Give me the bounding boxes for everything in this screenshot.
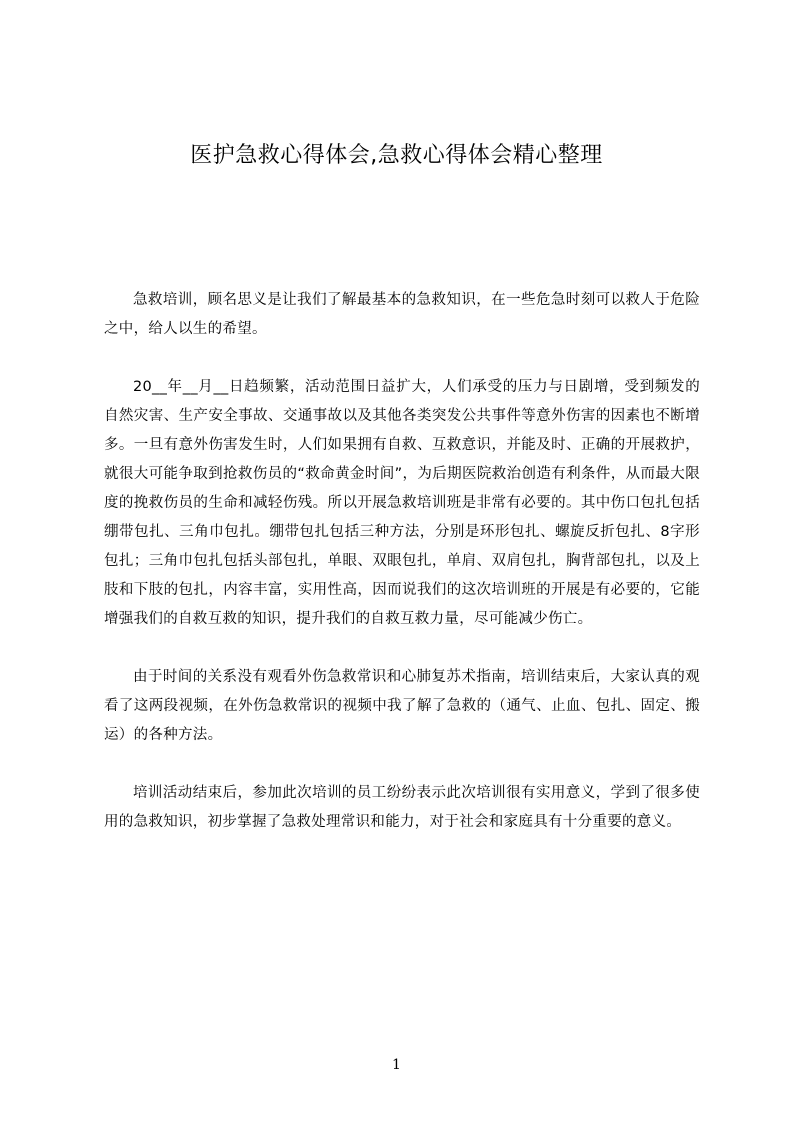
paragraph-4: 培训活动结束后，参加此次培训的员工纷纷表示此次培训很有实用意义，学到了很多使用的急救知识，初步掌握了急救处理常识和能力，对于社会和家庭具有十分重要的意义。 — [104, 785, 700, 830]
document-body — [104, 286, 700, 866]
document-title: 医护急救心得体会,急救心得体会精心整理 — [190, 143, 603, 168]
page-number: 1 — [392, 1057, 401, 1073]
paragraph-1: 急救培训，顾名思义是让我们了解最基本的急救知识，在一些危急时刻可以救人于危险之中，给人以生的希望。 — [104, 292, 700, 337]
paragraph-3: 由于时间的关系没有观看外伤急救常识和心肺复苏术指南，培训结束后，大家认真的观看了这两段视频，在外伤急救常识的视频中我了解了急救的（通气、止血、包扎、固定、搬运）的各种方法。 — [104, 669, 700, 743]
paragraph-2: 20__年__月__日趋频繁，活动范围日益扩大，人们承受的压力与日剧增，受到频发的自然灾害、生产安全事故、交通事故以及其他各类突发公共事件等意外伤害的因素也不断增多。一旦有意外伤害发生时，人们如果拥有自救、互救意识，并能及时、正确的开展救护，就很大可能争取到抢救伤员的“救命黄金时间”，为后期医院救治创造有利条件，从而最大限度的挽救伤员的生命和减轻伤残。所以开展急救培训班是非常有必要的。其中伤口包扎包括绷带包扎、三角巾包扎。绷带包扎包括三种方法，分别是环形包扎、螺旋反折包扎、8字形包扎；三角巾包扎包括头部包扎，单眼、双眼包扎，单肩、双肩包扎，胸背部包扎，以及上肢和下肢的包扎，内容丰富，实用性高，因而说我们的这次培训班的开展是有必要的，它能增强我们的自救互救的知识，提升我们的自救互救力量，尽可能减少伤亡。 — [104, 379, 700, 627]
